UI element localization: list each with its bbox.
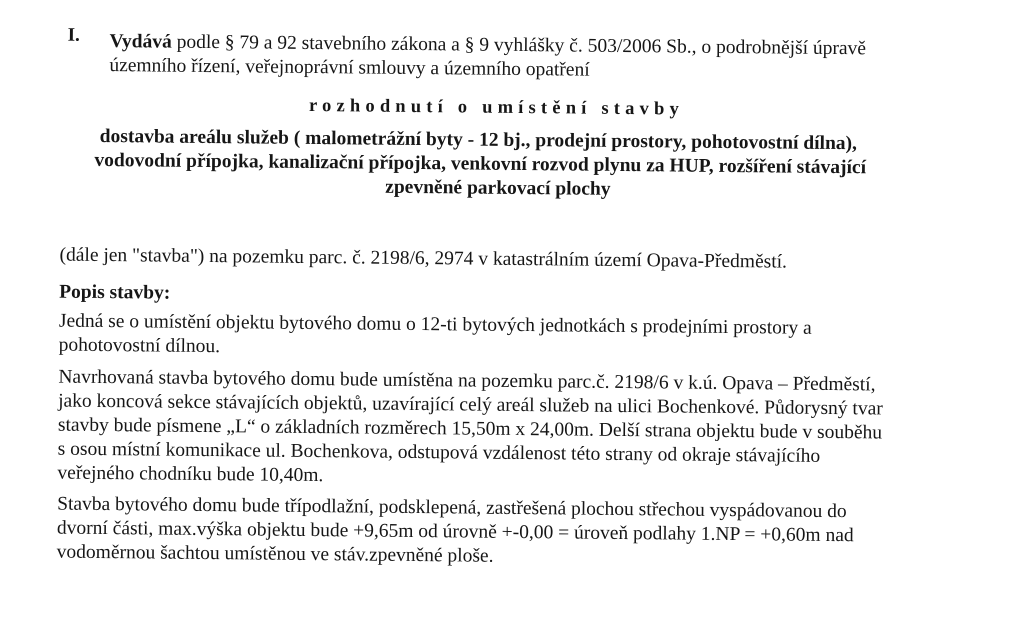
project-line-3: zpevněné parkovací plochy: [385, 176, 611, 200]
location-line: (dále jen "stavba") na pozemku parc. č. 2198/6, 2974 v katastrálním území Opava-Předměstí.: [59, 244, 788, 273]
intro-line-2: územního řízení, veřejnoprávní smlouvy a územního opatření: [109, 55, 590, 81]
paragraph-line: stavby bude písmene „L“ o základních rozměrech 15,50m x 24,00m. Delší strana objektu bude v souběhu: [57, 414, 883, 444]
paragraph-line: pohotovostní dílnou.: [58, 334, 221, 358]
paragraph-line: dvorní části, max.výška objektu bude +9,65m od úrovně +-0,00 = úroveň podlahy 1.NP = +0,60m nad: [56, 517, 854, 547]
paragraph-line: Navrhovaná stavba bytového domu bude umístěna na pozemku parc.č. 2198/6 v k.ú. Opava – Předměstí,: [58, 366, 876, 396]
project-line-1: dostavba areálu služeb ( malometrážní byty - 12 bj., prodejní prostory, pohotovostní dílna),: [99, 125, 858, 155]
paragraph-line: Stavba bytového domu bude třípodlažní, podsklepená, zastřešená plochou střechou vyspádovanou do: [57, 493, 847, 523]
paragraph-line: Jedná se o umístění objektu bytového domu o 12-ti bytových jednotkách s prodejními prostory a: [58, 310, 812, 339]
intro-verb: Vydává: [109, 31, 172, 53]
paragraph-line: vodoměrnou šachtou umístěnou ve stáv.zpevněné ploše.: [56, 541, 494, 567]
section-number: I.: [67, 24, 80, 46]
decision-title: rozhodnutí o umístění stavby: [308, 95, 685, 120]
paragraph-line: veřejného chodníku bude 10,40m.: [57, 462, 324, 487]
paragraph-line: jako koncová sekce stávajících objektů, uzavírající celý areál služeb na ulici Bochenkové. Půdorysný tvar: [58, 390, 883, 420]
paragraph-line: s osou místní komunikace ul. Bochenkova, odstupová vzdálenost této strany od okraje stávajícího: [57, 438, 821, 467]
project-line-2: vodovodní přípojka, kanalizační přípojka, venkovní rozvod plynu za HUP, rozšíření stávající: [94, 149, 867, 179]
description-heading: Popis stavby:: [59, 281, 171, 304]
intro-line-1-rest: podle § 79 a 92 stavebního zákona a § 9 vyhlášky č. 503/2006 Sb., o podrobnější úpravě: [171, 31, 867, 60]
